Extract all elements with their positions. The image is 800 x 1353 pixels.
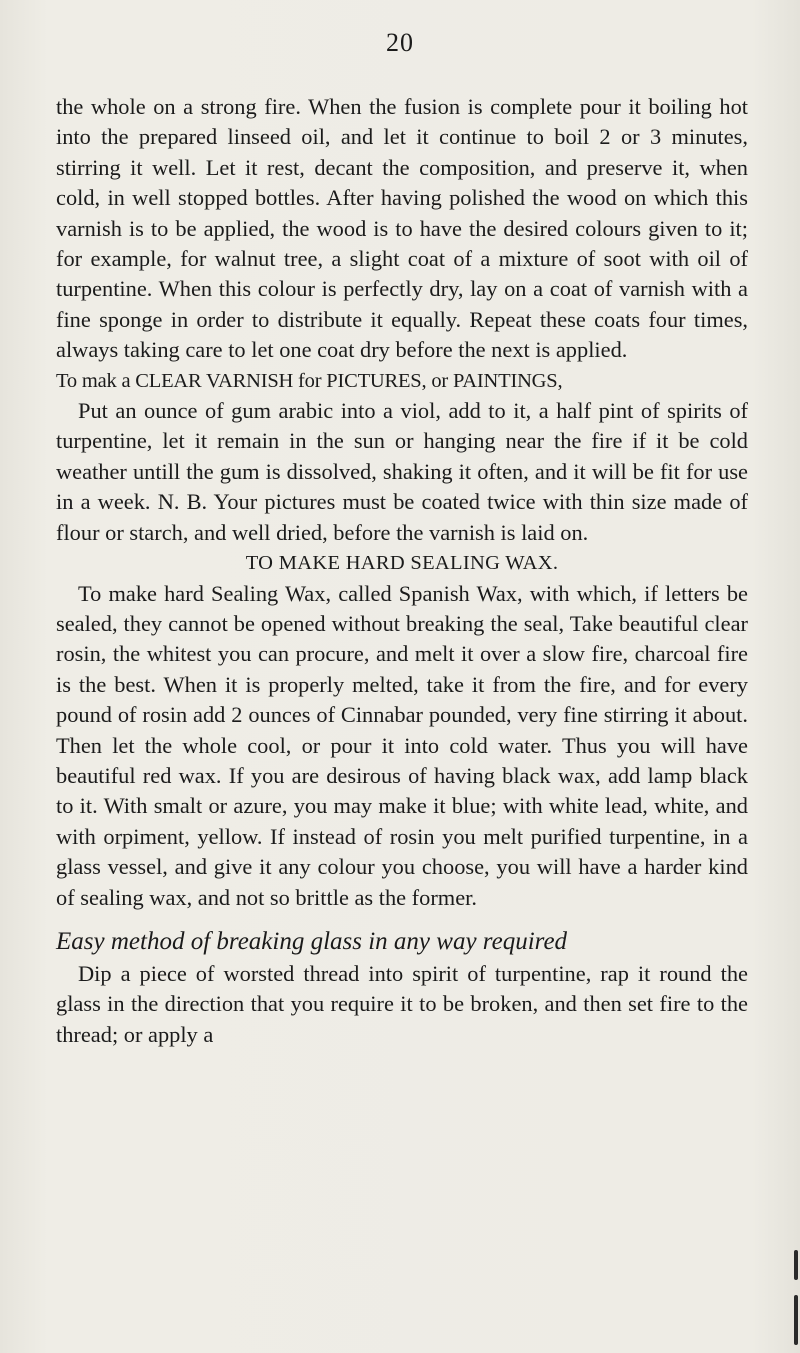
page-number: 20 [386,28,414,57]
paragraph-clear-varnish: Put an ounce of gum arabic into a viol, add to it, a half pint of spirits of turpentine, let it remain in the sun or hanging near the fire if it be cold weather untill the gum is dissolved, shaking it often, and it will be fit for use in a week. N. B. Your pictures must be coated twice with thin size made of flour or starch, and well dried, before the varnish is laid on. [56,398,748,545]
page-edge-mark [794,1250,798,1280]
paragraph-sealing-wax: To make hard Sealing Wax, called Spanish Wax, with which, if letters be sealed, they cannot be opened without breaking the seal, Take beautiful clear rosin, the whitest you can procure, and melt it over a slow fire, charcoal fire is the best. When it is properly melted, take it from the fire, and for every pound of rosin add 2 ounces of Cinnabar pounded, very fine stirring it about. Then let the whole cool, or pour it into cold water. Thus you will have beautiful red wax. If you are desirous of having black wax, add lamp black to it. With smalt or azure, you may make it blue; with white lead, white, and with orpiment, yellow. If instead of rosin you melt purified turpentine, in a glass vessel, and give it any colour you choose, you will have a harder kind of sealing wax, and not so brittle as the former. [56,580,748,910]
page-edge-mark [794,1295,798,1345]
heading-sealing-wax: TO MAKE HARD SEALING WAX. [245,552,559,575]
paragraph-varnish-process: the whole on a strong fire. When the fusion is complete pour it boiling hot into the prepared linseed oil, and let it continue to boil 2 or 3 minutes, stirring it well. Let it rest, decant the composition, and preserve it, when cold, in well stopped bottles. After having polished the wood on which this varnish is to be applied, the wood is to have the desired colours given to it; for example, for walnut tree, a slight coat of a mixture of soot with oil of turpentine. When this colour is perfectly dry, lay on a coat of varnish with a fine sponge in order to distribute it equally. Repeat these coats four times, always taking care to let one coat dry before the next is applied. [56,94,748,363]
body-text [56,92,748,1050]
heading-clear-varnish: To mak a CLEAR VARNISH for PICTURES, or PAINTINGS, [56,369,563,392]
heading-breaking-glass: Easy method of breaking glass in any way required [56,927,568,955]
paragraph-breaking-glass: Dip a piece of worsted thread into spirit of turpentine, rap it round the glass in the direction that you require it to be broken, and then set fire to the thread; or apply a [56,960,748,1047]
